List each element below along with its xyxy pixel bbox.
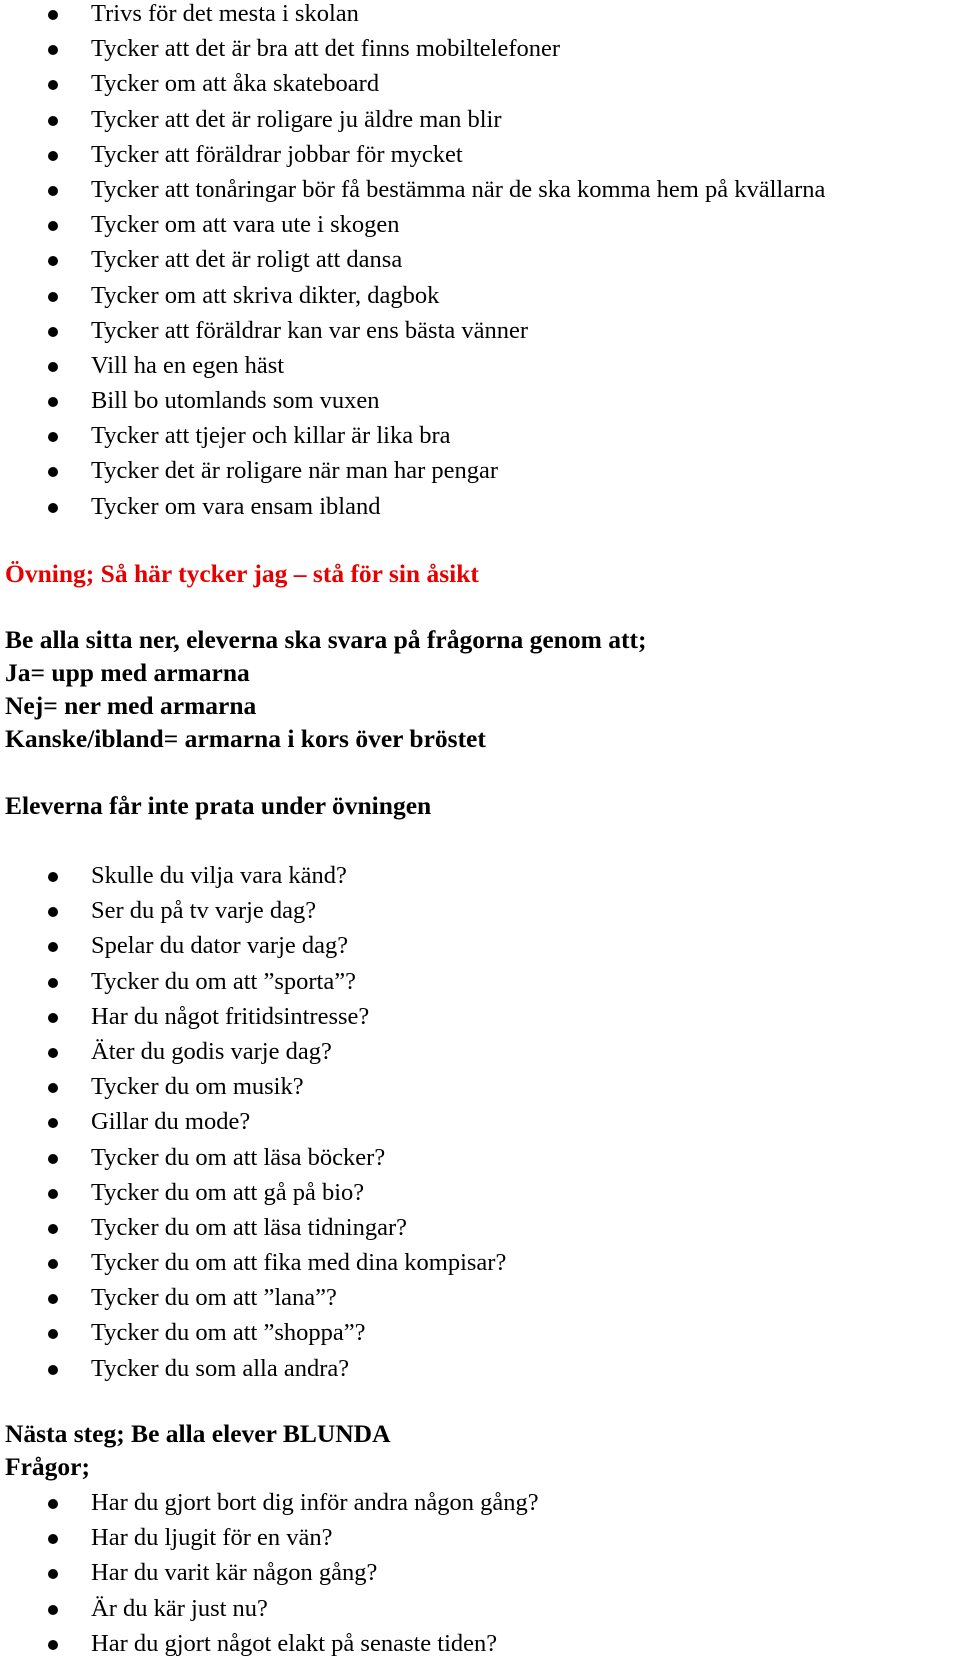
list-item-text: Tycker du om att ”lana”?: [91, 1284, 337, 1312]
bullet-icon: [48, 1013, 58, 1023]
list-item-text: Har du något fritidsintresse?: [91, 1002, 370, 1030]
exercise-heading: Övning; Så här tycker jag – stå för sin åsikt: [5, 559, 479, 588]
list-item-text: Har du ljugit för en vän?: [91, 1524, 333, 1552]
list-item: [0, 176, 825, 211]
list-item: [0, 1630, 539, 1665]
questions-label: Frågor;: [5, 1452, 90, 1481]
bullet-icon: [48, 1605, 58, 1615]
list-item-text: Skulle du vilja vara känd?: [91, 862, 347, 889]
list-item: [0, 897, 506, 932]
list-item-text: Tycker du om att läsa böcker?: [91, 1143, 386, 1171]
list-item-text: Trivs för det mesta i skolan: [91, 0, 359, 27]
bullet-icon: [48, 503, 58, 513]
list-item-text: Tycker att tjejer och killar är lika bra: [91, 422, 451, 450]
bullet-icon: [48, 1259, 58, 1269]
list-item-text: Tycker att det är roligt att dansa: [91, 246, 403, 274]
list-item: [0, 352, 825, 387]
bullet-icon: [48, 116, 58, 126]
list-item: [0, 1355, 506, 1390]
blind-question-list: [0, 1489, 539, 1665]
list-item-text: Tycker du om att ”sporta”?: [91, 967, 356, 995]
list-item: [0, 1284, 506, 1319]
list-item: [0, 282, 825, 317]
list-item: [0, 1038, 506, 1073]
bullet-icon: [48, 467, 58, 477]
list-item-text: Tycker om att vara ute i skogen: [91, 211, 400, 239]
list-item: [0, 0, 825, 35]
instruction-no: Nej= ner med armarna: [5, 691, 257, 720]
list-item-text: Tycker du om att ”shoppa”?: [91, 1319, 366, 1347]
list-item: [0, 932, 506, 967]
list-item-text: Är du kär just nu?: [91, 1594, 268, 1622]
list-item-text: Har du varit kär någon gång?: [91, 1559, 378, 1587]
bullet-icon: [48, 45, 58, 55]
list-item-text: Tycker att föräldrar kan var ens bästa vänner: [91, 316, 529, 344]
list-item-text: Tycker du som alla andra?: [91, 1354, 350, 1382]
bullet-icon: [48, 1189, 58, 1199]
list-item-text: Har du gjort bort dig inför andra någon gång?: [91, 1489, 539, 1516]
list-item: [0, 106, 825, 141]
list-item-text: Bill bo utomlands som vuxen: [91, 387, 380, 415]
bullet-icon: [48, 221, 58, 231]
list-item: [0, 1559, 539, 1594]
list-item-text: Har du gjort något elakt på senaste tiden?: [91, 1629, 498, 1657]
bullet-icon: [48, 978, 58, 988]
no-talking-note: Eleverna får inte prata under övningen: [5, 791, 432, 820]
list-item-text: Tycker om att åka skateboard: [91, 70, 380, 98]
list-item: [0, 1144, 506, 1179]
bullet-icon: [48, 1640, 58, 1650]
bullet-icon: [48, 1499, 58, 1509]
bullet-icon: [48, 1294, 58, 1304]
list-item-text: Tycker du om att läsa tidningar?: [91, 1213, 407, 1241]
bullet-icon: [48, 256, 58, 266]
bullet-icon: [48, 1365, 58, 1375]
instruction-yes: Ja= upp med armarna: [5, 658, 250, 687]
list-item: [0, 1524, 539, 1559]
list-item-text: Tycker att föräldrar jobbar för mycket: [91, 140, 463, 168]
statement-list: [0, 0, 825, 528]
list-item: [0, 387, 825, 422]
next-step-heading: Nästa steg; Be alla elever BLUNDA: [5, 1419, 391, 1448]
list-item: [0, 1319, 506, 1354]
list-item: [0, 211, 825, 246]
bullet-icon: [48, 1118, 58, 1128]
list-item: [0, 1108, 506, 1143]
list-item-text: Gillar du mode?: [91, 1108, 251, 1136]
list-item: [0, 1073, 506, 1108]
list-item: [0, 1003, 506, 1038]
bullet-icon: [48, 1224, 58, 1234]
list-item: [0, 862, 506, 897]
list-item: [0, 35, 825, 70]
bullet-icon: [48, 80, 58, 90]
list-item: [0, 1179, 506, 1214]
bullet-icon: [48, 1329, 58, 1339]
list-item-text: Spelar du dator varje dag?: [91, 932, 349, 960]
list-item: [0, 1489, 539, 1524]
bullet-icon: [48, 1569, 58, 1579]
bullet-icon: [48, 397, 58, 407]
instruction-line: Be alla sitta ner, eleverna ska svara på frågorna genom att;: [5, 625, 647, 654]
list-item: [0, 317, 825, 352]
bullet-icon: [48, 1083, 58, 1093]
list-item: [0, 70, 825, 105]
bullet-icon: [48, 186, 58, 196]
instruction-maybe: Kanske/ibland= armarna i kors över bröstet: [5, 724, 486, 753]
bullet-icon: [48, 151, 58, 161]
list-item-text: Tycker om att skriva dikter, dagbok: [91, 281, 440, 309]
bullet-icon: [48, 1048, 58, 1058]
bullet-icon: [48, 362, 58, 372]
list-item: [0, 1595, 539, 1630]
list-item-text: Tycker det är roligare när man har pengar: [91, 457, 499, 485]
list-item-text: Tycker du om att fika med dina kompisar?: [91, 1249, 507, 1277]
list-item-text: Tycker att det är bra att det finns mobiltelefoner: [91, 35, 561, 63]
bullet-icon: [48, 907, 58, 917]
bullet-icon: [48, 942, 58, 952]
bullet-icon: [48, 872, 58, 882]
list-item-text: Tycker du om musik?: [91, 1073, 304, 1101]
bullet-icon: [48, 432, 58, 442]
question-list: [0, 862, 506, 1390]
list-item: [0, 246, 825, 281]
list-item: [0, 493, 825, 528]
list-item-text: Ser du på tv varje dag?: [91, 897, 317, 925]
bullet-icon: [48, 1154, 58, 1164]
list-item: [0, 457, 825, 492]
list-item: [0, 1214, 506, 1249]
list-item-text: Tycker du om att gå på bio?: [91, 1178, 365, 1206]
list-item-text: Äter du godis varje dag?: [91, 1037, 332, 1065]
bullet-icon: [48, 10, 58, 20]
bullet-icon: [48, 1534, 58, 1544]
list-item-text: Tycker att tonåringar bör få bestämma när de ska komma hem på kvällarna: [91, 175, 826, 203]
list-item: [0, 968, 506, 1003]
bullet-icon: [48, 292, 58, 302]
list-item-text: Tycker om vara ensam ibland: [91, 492, 381, 520]
list-item: [0, 141, 825, 176]
list-item-text: Tycker att det är roligare ju äldre man blir: [91, 105, 502, 133]
bullet-icon: [48, 327, 58, 337]
list-item: [0, 1249, 506, 1284]
list-item: [0, 422, 825, 457]
list-item-text: Vill ha en egen häst: [91, 351, 285, 379]
